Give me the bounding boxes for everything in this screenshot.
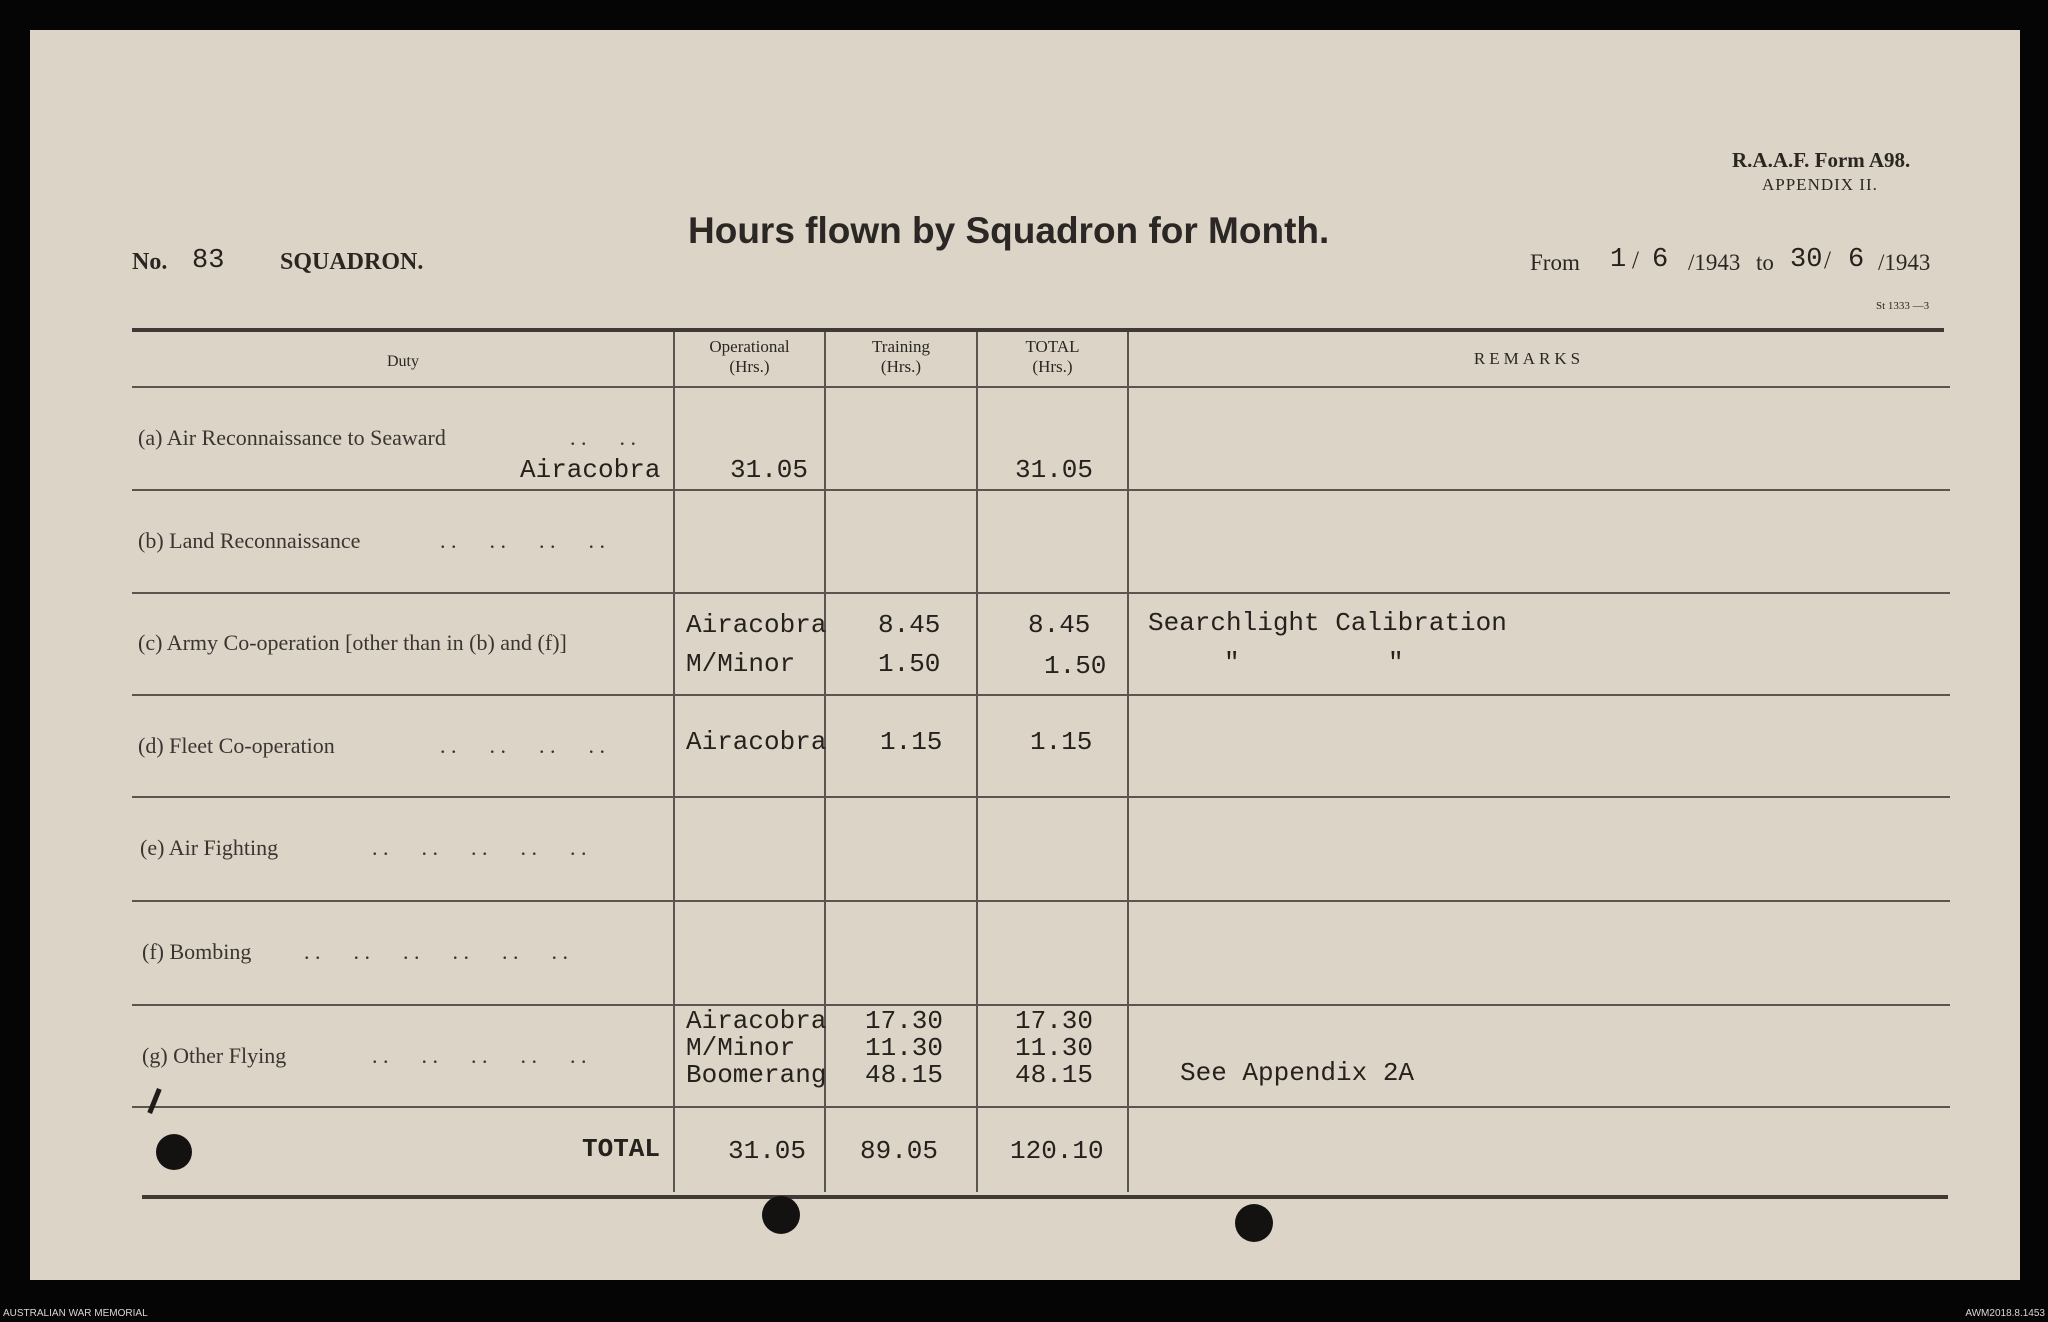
training-hours: 8.45 [878, 610, 941, 640]
punch-hole [762, 1196, 800, 1234]
row-rule [132, 694, 1950, 696]
aircraft-type: Airacobra [686, 727, 827, 757]
leader-dots: . . . . . . . . . . . . [304, 939, 568, 964]
aircraft-type: Airacobra [686, 610, 827, 640]
header-remarks: REMARKS [1473, 349, 1585, 368]
leader-dots: . . . . . . . . . . [372, 1043, 587, 1068]
header-training [826, 337, 976, 377]
remarks-text: Searchlight Calibration [1148, 608, 1507, 638]
header-total-label: TOTAL [1025, 337, 1080, 356]
period-to-label: to [1756, 250, 1774, 275]
total-operational: 31.05 [728, 1136, 807, 1166]
leader-dots: . . . . . . . . . . [372, 835, 587, 860]
appendix-label: APPENDIX II. [1762, 175, 1878, 194]
footer-institution: AUSTRALIAN WAR MEMORIAL [3, 1308, 148, 1319]
header-duty: Duty [387, 353, 419, 370]
training-hours: 11.30 [865, 1033, 944, 1063]
aircraft-type: Airacobra [520, 455, 661, 485]
row-rule [132, 1106, 1950, 1108]
squadron-label: SQUADRON. [280, 249, 424, 275]
total-hours: 1.50 [1044, 651, 1107, 681]
training-hours: 48.15 [865, 1060, 944, 1090]
squadron-prefix: No. [132, 249, 168, 275]
duty-label: (c) Army Co-operation [other than in (b) and (f)] [138, 630, 567, 655]
duty-label: (b) Land Reconnaissance [138, 528, 361, 553]
header-operational-label: Operational [709, 337, 790, 356]
ditto-mark: " [1224, 648, 1240, 678]
row-rule [132, 489, 1950, 491]
row-rule [132, 796, 1950, 798]
form-number: R.A.A.F. Form A98. [1732, 148, 1911, 172]
punch-hole [156, 1134, 192, 1170]
aircraft-type: M/Minor [686, 1033, 796, 1063]
period-to-day: 30 [1790, 245, 1823, 275]
duty-label: (a) Air Reconnaissance to Seaward [138, 425, 446, 450]
column-rule [673, 332, 675, 1192]
row-rule [132, 592, 1950, 594]
total-hours: 48.15 [1015, 1060, 1094, 1090]
header-operational-unit: (Hrs.) [729, 357, 770, 376]
duty-label: (f) Bombing [142, 939, 252, 964]
period-to-month: 6 [1848, 245, 1865, 275]
header-total-unit: (Hrs.) [1032, 357, 1073, 376]
total-training: 89.05 [860, 1136, 939, 1166]
period-to-year: /1943 [1878, 250, 1931, 275]
aircraft-type: M/Minor [686, 649, 796, 679]
header-rule [132, 386, 1950, 388]
total-hours: 8.45 [1028, 610, 1091, 640]
header-total [978, 337, 1127, 377]
squadron-number: 83 [192, 246, 225, 276]
total-hours: 17.30 [1015, 1006, 1094, 1036]
operational-hours: 31.05 [730, 455, 809, 485]
duty-label: (e) Air Fighting [140, 835, 279, 860]
period-from-year: /1943 [1688, 250, 1741, 275]
row-rule [132, 900, 1950, 902]
period-from-label: From [1530, 250, 1580, 275]
total-total: 120.10 [1010, 1136, 1104, 1166]
duty-label: (g) Other Flying [142, 1043, 287, 1068]
training-hours: 1.15 [880, 727, 943, 757]
total-row-label: TOTAL [582, 1134, 661, 1164]
aircraft-type: Boomerang [686, 1060, 827, 1090]
print-code: St 1333 —3 [1876, 300, 1930, 312]
table-top-rule [132, 328, 1944, 332]
header-training-label: Training [872, 337, 930, 356]
header-training-unit: (Hrs.) [880, 357, 922, 376]
leader-dots: . . . . [570, 425, 636, 450]
footer-accession: AWM2018.8.1453 [1965, 1308, 2045, 1319]
leader-dots: . . . . . . . . [440, 733, 605, 758]
total-hours: 1.15 [1030, 727, 1093, 757]
total-hours: 11.30 [1015, 1033, 1094, 1063]
remarks-text: See Appendix 2A [1180, 1058, 1415, 1088]
ditto-mark: " [1388, 648, 1404, 678]
page-title: Hours flown by Squadron for Month. [688, 210, 1330, 251]
punch-hole [1235, 1204, 1273, 1242]
aircraft-type: Airacobra [686, 1006, 827, 1036]
duty-label: (d) Fleet Co-operation [138, 733, 335, 758]
period-from-day: 1 [1610, 245, 1627, 275]
period-slash: / [1632, 247, 1639, 274]
total-hours: 31.05 [1015, 455, 1094, 485]
header-operational [675, 337, 824, 377]
column-rule [976, 332, 978, 1192]
period-slash: / [1824, 247, 1831, 274]
table-bottom-rule [142, 1195, 1948, 1199]
leader-dots: . . . . . . . . [440, 528, 605, 553]
training-hours: 17.30 [865, 1006, 944, 1036]
period-from-month: 6 [1652, 245, 1669, 275]
training-hours: 1.50 [878, 649, 941, 679]
column-rule [1127, 332, 1129, 1192]
